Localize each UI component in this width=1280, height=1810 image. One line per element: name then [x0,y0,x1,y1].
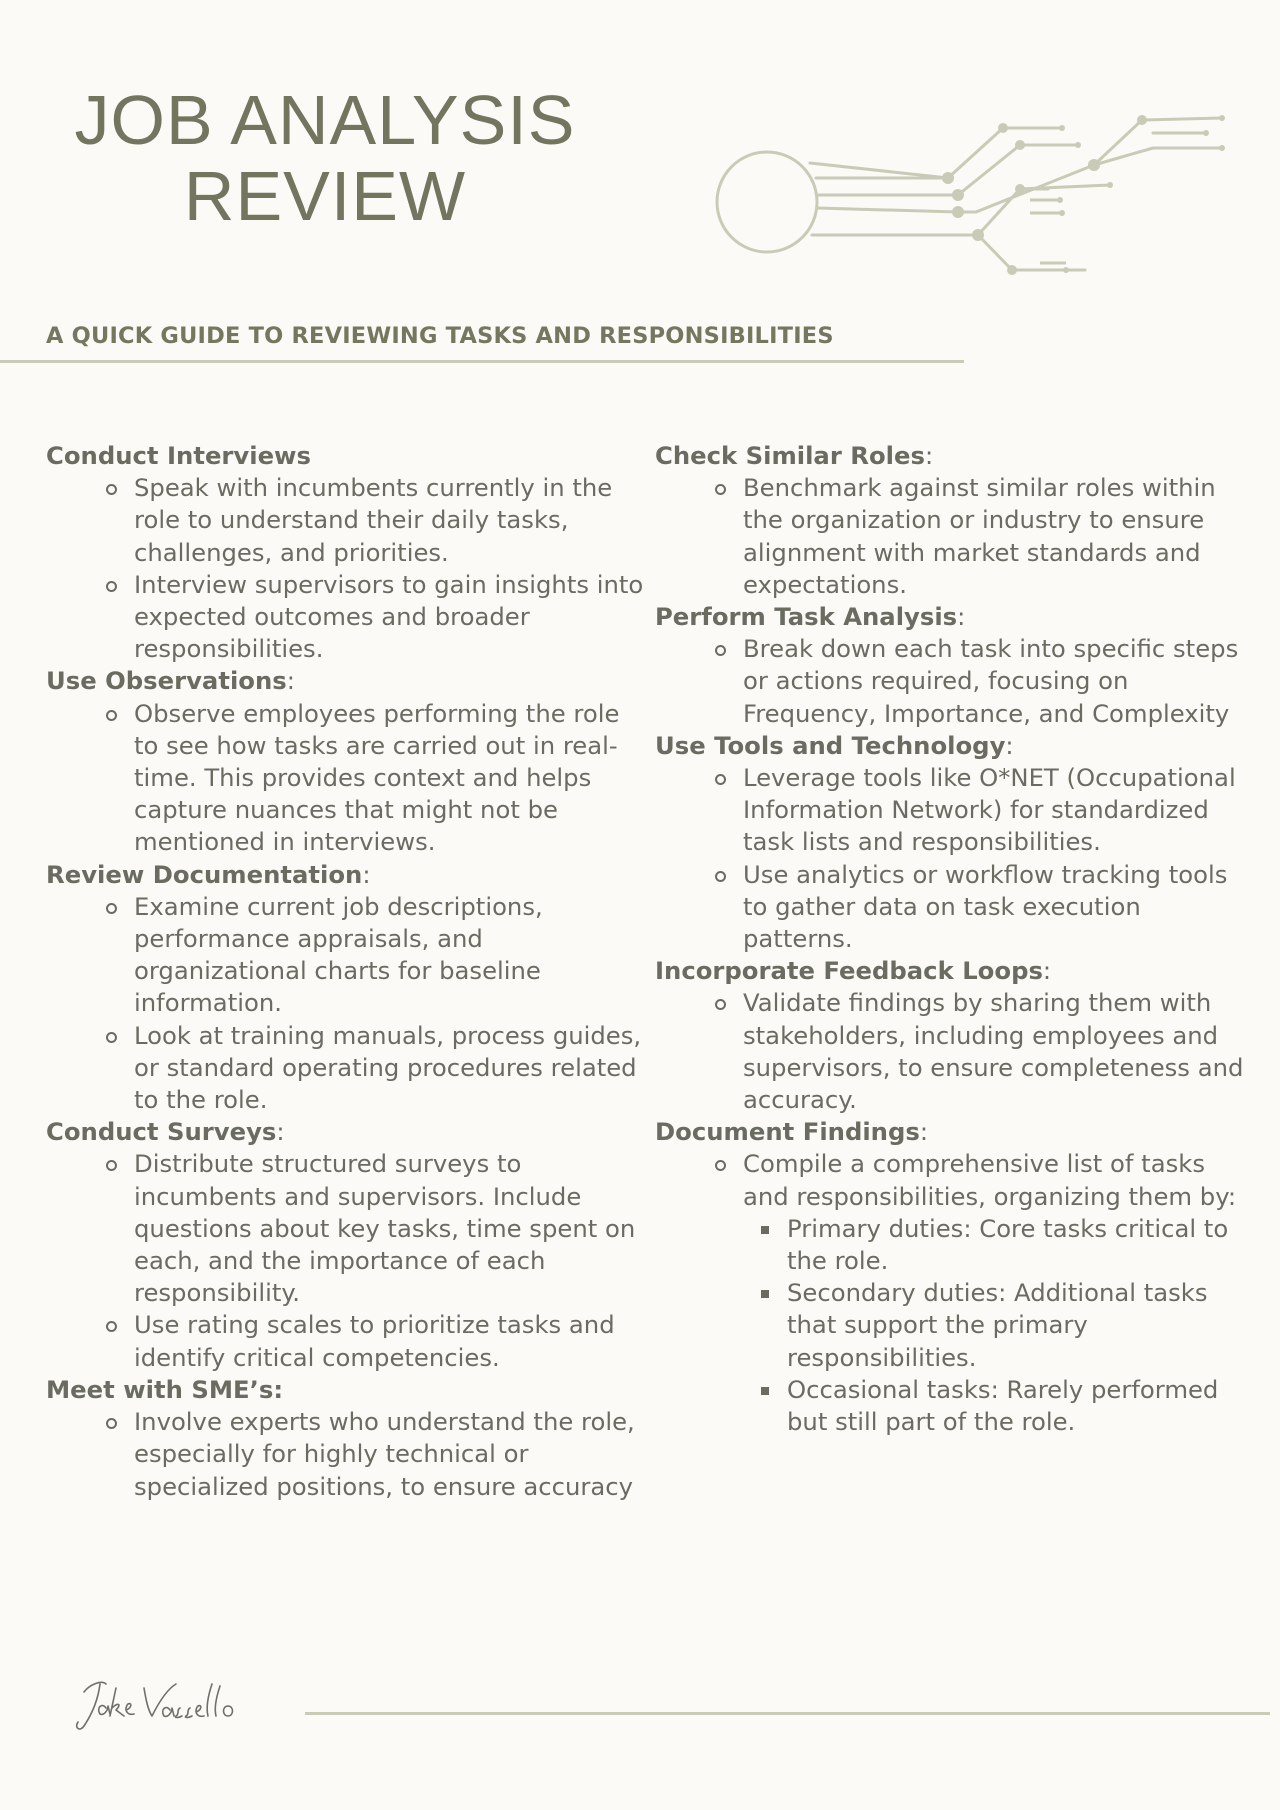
section [655,440,1255,601]
section-heading-suffix: : [1042,956,1052,986]
circle-bullet-icon [715,871,726,882]
section [46,440,646,665]
section-heading-text: Incorporate Feedback Loops [655,956,1043,986]
section-heading [655,955,1255,987]
section-heading [46,1116,646,1148]
subtitle-divider [0,360,964,363]
circle-bullet-icon [106,1321,117,1332]
section [46,665,646,858]
section-heading [46,1374,646,1406]
list-item [655,633,1255,730]
list-item-text: Interview supervisors to gain insights into expected outcomes and broader responsibilities. [134,569,644,664]
list-item-text: Benchmark against similar roles within the organization or industry to ensure alignment with market standards and expectations. [743,473,1216,599]
bullet-list [46,472,646,665]
section [655,601,1255,730]
list-item-text: Observe employees performing the role to see how tasks are carried out in real-time. This provides context and helps capture nuances that might not be mentioned in interviews. [134,698,620,857]
list-item [655,859,1255,956]
square-bullet-icon [761,1226,769,1234]
bullet-list [46,698,646,859]
list-item-text: Break down each task into specific steps or actions required, focusing on Frequency, Importance, and Complexity [743,634,1239,728]
section-heading-text: Meet with SME’s: [46,1374,284,1404]
section-heading-text: Review Documentation [46,859,363,889]
list-item [655,762,1255,859]
sub-list-item [743,1374,1255,1438]
list-item [46,569,646,666]
list-item-text: Distribute structured surveys to incumbents and supervisors. Include questions about key tasks, time spent on each, and the importance of each responsibility. [134,1149,636,1308]
circle-bullet-icon [106,581,117,592]
section-heading-text: Use Tools and Technology [655,730,1006,760]
title-line-1: JOB ANALYSIS [74,81,576,159]
signature [70,1670,245,1735]
bullet-list [655,472,1255,601]
section-heading [655,1116,1255,1148]
list-item [46,1020,646,1117]
section [655,1116,1255,1438]
list-item [46,472,646,569]
square-bullet-icon [761,1290,769,1298]
section-heading-suffix: : [957,602,966,632]
section-heading-suffix: : [924,441,934,470]
section-heading [46,440,646,472]
section-heading-text: Perform Task Analysis [655,602,958,632]
list-item [46,698,646,859]
bullet-list [46,1406,646,1503]
list-item-text: Speak with incumbents currently in the role to understand their daily tasks, challenges, and priorities. [134,473,613,567]
list-item [46,891,646,1020]
section-heading [655,730,1255,762]
sub-list-item-text: Occasional tasks: Rarely performed but still part of the role. [787,1374,1219,1437]
circle-bullet-icon [106,903,117,914]
square-bullet-icon [761,1387,769,1395]
sub-list-item-text: Primary duties: Core tasks critical to the role. [787,1213,1229,1276]
list-item [46,1406,646,1503]
section-heading [46,859,646,891]
sub-bullet-list [743,1213,1255,1438]
list-item-text: Compile a comprehensive list of tasks and responsibilities, organizing them by: [743,1149,1237,1211]
bullet-list [46,891,646,1116]
list-item-text: Examine current job descriptions, performance appraisals, and organizational charts for baseline information. [134,891,543,1018]
page-title [60,82,590,234]
section [655,955,1255,1116]
sub-list-item [743,1213,1255,1277]
section-heading-suffix: : [362,859,371,889]
bullet-list [655,762,1255,955]
section-heading-text: Document Findings [655,1117,920,1147]
section-heading-suffix: : [276,1117,285,1147]
circle-bullet-icon [715,645,726,656]
section-heading [655,601,1255,633]
circle-bullet-icon [715,999,726,1010]
sub-list-item-text: Secondary duties: Additional tasks that support the primary responsibilities. [787,1278,1208,1372]
section-heading-suffix: : [919,1117,929,1147]
section-heading-text: Conduct Surveys [46,1117,277,1147]
section-heading-suffix: : [286,666,295,696]
section [46,1116,646,1374]
circle-bullet-icon [715,774,726,785]
right-column [655,440,1255,1438]
circle-bullet-icon [715,484,726,495]
circle-bullet-icon [106,1032,117,1043]
section-heading-text: Check Similar Roles [655,441,925,470]
list-item-text: Validate findings by sharing them with stakeholders, including employees and supervisors, to ensure completeness and accuracy. [743,988,1244,1115]
list-item-text: Look at training manuals, process guides, or standard operating procedures related to the role. [134,1020,642,1115]
circle-bullet-icon [106,710,117,721]
section [46,859,646,1117]
sub-list-item [743,1277,1255,1374]
section-heading-text: Use Observations [46,666,287,696]
circle-bullet-icon [715,1160,726,1171]
section-heading [655,440,1255,472]
list-item-text: Involve experts who understand the role, especially for highly technical or specialized positions, to ensure accuracy [134,1407,635,1501]
circle-bullet-icon [106,1160,117,1171]
page-subtitle: A QUICK GUIDE TO REVIEWING TASKS AND RESPONSIBILITIES [46,323,834,349]
circle-bullet-icon [106,1418,117,1429]
bullet-list [655,1148,1255,1438]
circuit-graphic-icon [700,100,1230,285]
bullet-list [655,987,1255,1116]
section-heading [46,665,646,697]
left-column [46,440,646,1503]
section-heading-text: Conduct Interviews [46,441,311,470]
list-item-text: Leverage tools like O*NET (Occupational Information Network) for standardized task lists and responsibilities. [743,763,1236,857]
bullet-list [655,633,1255,730]
footer-divider [305,1712,1270,1715]
list-item [655,987,1255,1116]
list-item [655,472,1255,601]
list-item [46,1309,646,1373]
section [655,730,1255,955]
section-heading-suffix: : [1005,730,1014,760]
circle-bullet-icon [106,484,117,495]
list-item-text: Use analytics or workflow tracking tools to gather data on task execution patterns. [743,859,1228,954]
bullet-list [46,1148,646,1373]
section [46,1374,646,1503]
list-item [46,1148,646,1309]
list-item-text: Use rating scales to prioritize tasks and identify critical competencies. [134,1310,615,1372]
title-line-2: REVIEW [183,157,467,235]
list-item [655,1148,1255,1438]
